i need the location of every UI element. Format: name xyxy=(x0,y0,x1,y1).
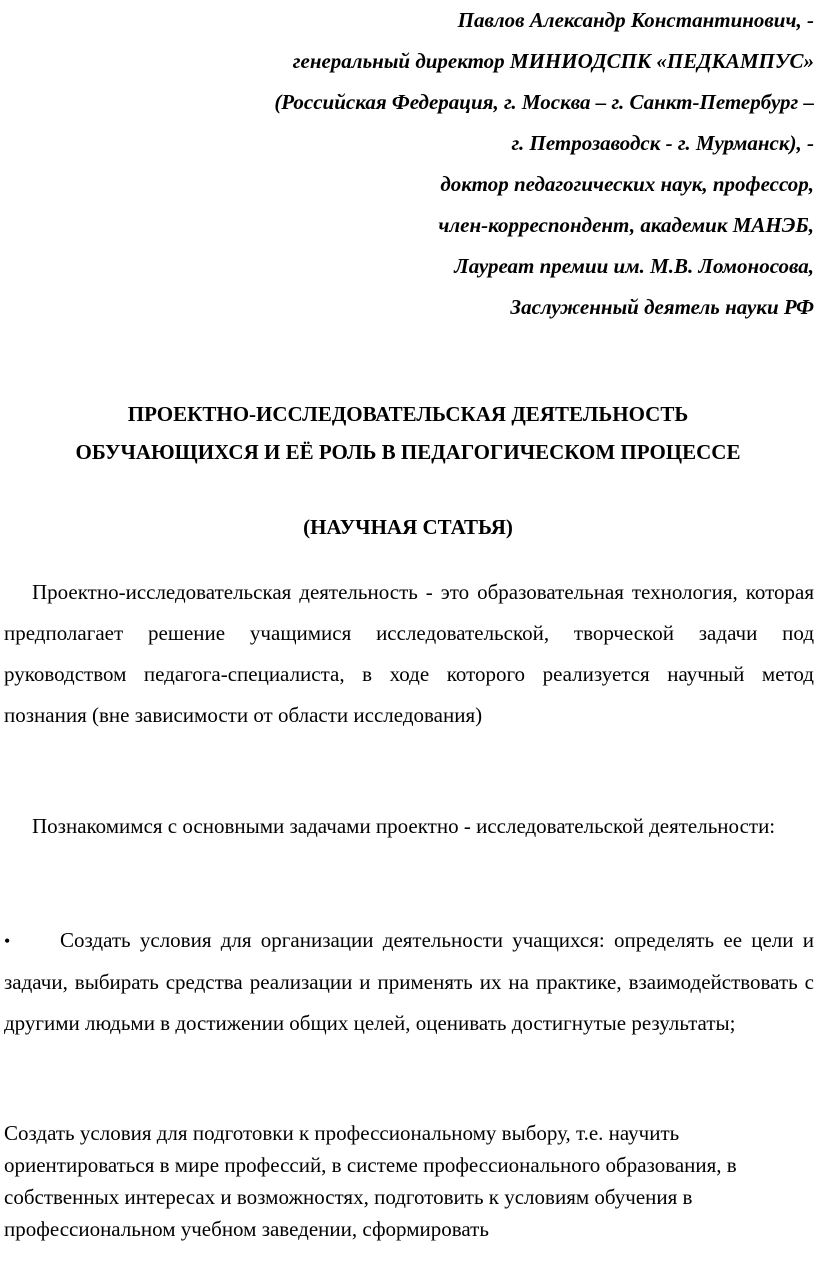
title-line-2: ОБУЧАЮЩИХСЯ И ЕЁ РОЛЬ В ПЕДАГОГИЧЕСКОМ ПРОЦЕССЕ xyxy=(75,440,741,464)
article-subtitle: (НАУЧНАЯ СТАТЬЯ) xyxy=(303,515,513,539)
author-degree: доктор педагогических наук, профессор, xyxy=(440,172,814,196)
bullet-icon: • xyxy=(4,931,11,951)
author-info xyxy=(24,0,814,328)
author-name: Павлов Александр Константинович, - xyxy=(457,8,814,32)
author-location-line-2: г. Петрозаводск - г. Мурманск), - xyxy=(511,131,814,155)
author-award: Лауреат премии им. М.В. Ломоносова, xyxy=(454,254,814,278)
article-title xyxy=(0,395,816,471)
author-location-line-1: (Российская Федерация, г. Москва – г. Санкт-Петербург – xyxy=(274,90,814,114)
paragraph-tasks-intro: Познакомимся с основными задачами проектно - исследовательской деятельности: xyxy=(32,814,776,838)
list-item xyxy=(4,920,814,1044)
title-line-1: ПРОЕКТНО-ИССЛЕДОВАТЕЛЬСКАЯ ДЕЯТЕЛЬНОСТЬ xyxy=(127,402,689,426)
author-honor: Заслуженный деятель науки РФ xyxy=(510,295,814,319)
author-position: генеральный директор МИНИОДСПК «ПЕДКАМПУС» xyxy=(292,49,814,73)
author-academy: член-корреспондент, академик МАНЭБ, xyxy=(438,213,814,237)
list-item-text: Создать условия для организации деятельности учащихся: определять ее цели и задачи, выбирать средства реализации и применять их на практике, взаимодействовать с другими людьми в достижении общих целей, оценивать достигнутые результаты; xyxy=(4,928,814,1035)
paragraph-definition: Проектно-исследовательская деятельность - это образовательная технология, которая предполагает решение учащимися исследовательской, творческой задачи под руководством педагога-специалиста, в ходе которого реализуется научный метод познания (вне зависимости от области исследования) xyxy=(4,580,814,727)
paragraph-professional-choice: Создать условия для подготовки к профессиональному выбору, т.е. научить ориентироваться в мире профессий, в системе профессионального образования, в собственных интересах и возможностях, подготовить к условиям обучения в профессиональном учебном заведении, сформировать xyxy=(4,1121,737,1241)
